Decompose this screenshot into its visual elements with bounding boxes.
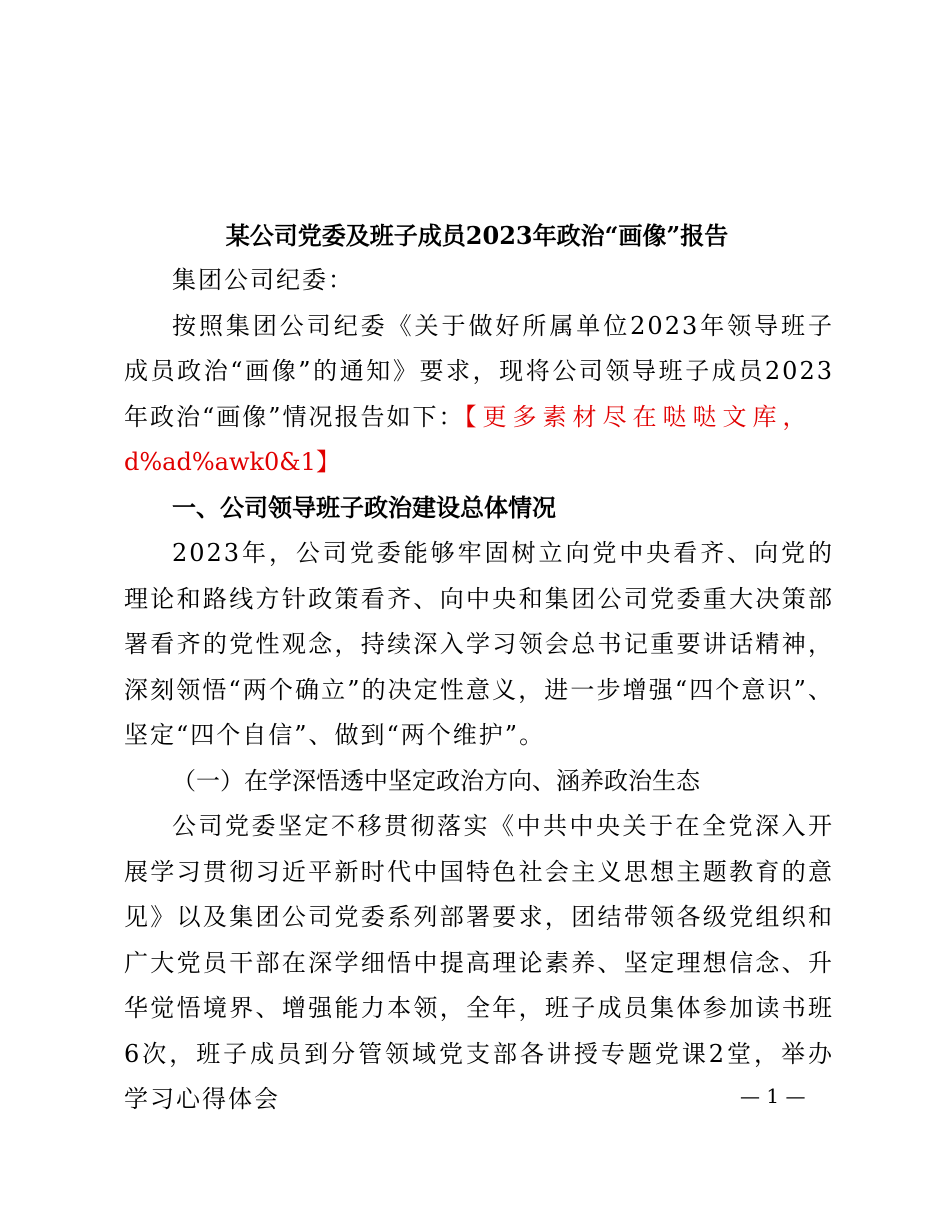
subsection1-paragraph: 公司党委坚定不移贯彻落实《中共中央关于在全党深入开展学习贯彻习近平新时代中国特色社会主义思想主题教育的意见》以及集团公司党委系列部署要求，团结带领各级党组织和广大党员干部在深学细悟中提高理论素养、坚定理想信念、升华觉悟境界、增强能力本领，全年，班子成员集体参加读书班6次，班子成员到分管领域党支部各讲授专题党课2堂，举办学习心得体会 [124, 812, 834, 1113]
promo-paragraph [124, 440, 834, 486]
salutation: 集团公司纪委： [172, 266, 354, 294]
intro-text: 按照集团公司纪委《关于做好所属单位2023年领导班子成员政治“画像”的通知》要求，现将公司领导班子成员2023年政治“画像”情况报告如下： [124, 311, 834, 431]
promo-text-line2: d%ad%awk0&1】 [124, 448, 340, 476]
document-body [124, 258, 834, 1123]
subsection1-heading: （一）在学深悟透中坚定政治方向、涵养政治生态 [172, 766, 700, 795]
section1-heading: 一、公司领导班子政治建设总体情况 [172, 493, 556, 522]
intro-paragraph [124, 304, 834, 441]
page-number: — 1 — [740, 1084, 806, 1108]
document-title: 某公司党委及班子成员2023年政治“画像”报告 [225, 221, 729, 250]
promo-text-line1: 【更多素材尽在哒哒文库， [464, 402, 813, 431]
section1-paragraph: 2023年，公司党委能够牢固树立向党中央看齐、向党的理论和路线方针政策看齐、向中央和集团公司党委重大决策部署看齐的党性观念，持续深入学习领会总书记重要讲话精神，深刻领悟“两个确立”的决定性意义，进一步增强“四个意识”、坚定“四个自信”、做到“两个维护”。 [124, 539, 834, 749]
